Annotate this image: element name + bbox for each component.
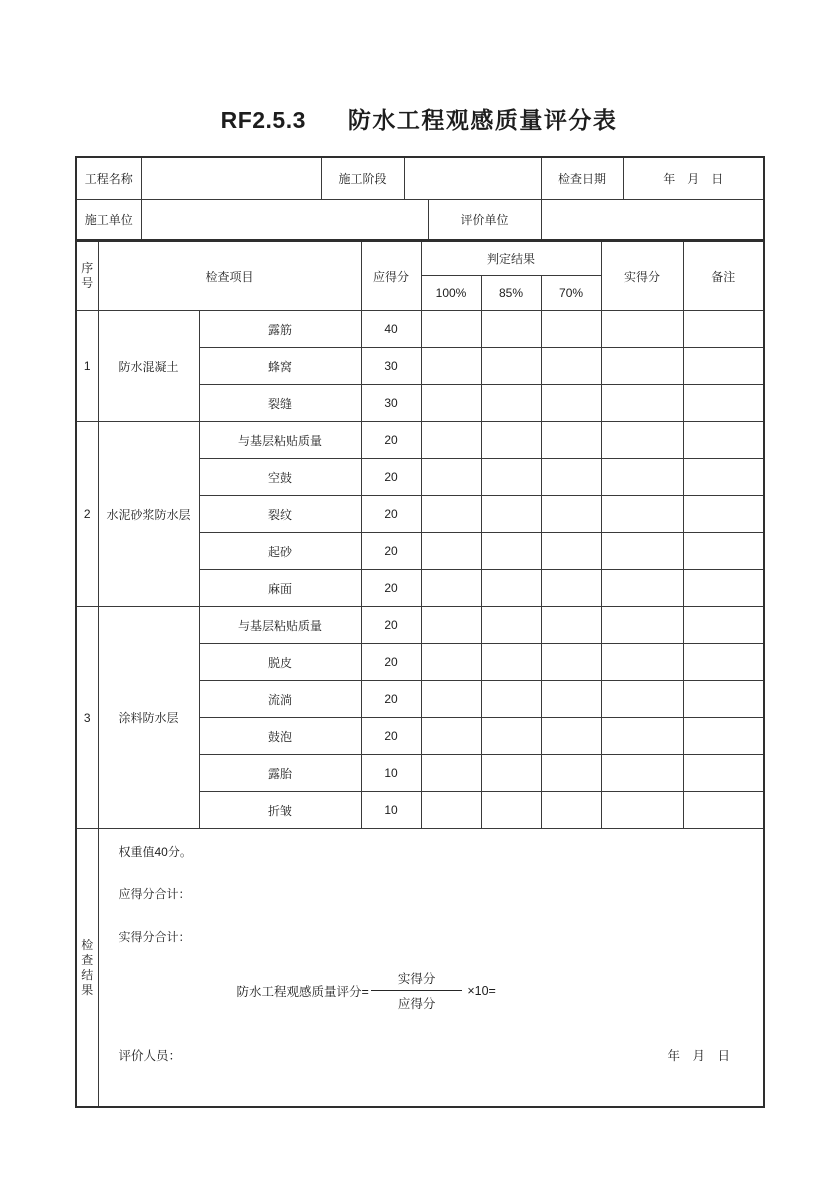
judge-100-input-cell[interactable] (421, 718, 481, 755)
info-row-1 (76, 157, 764, 200)
judge-85-input-cell[interactable] (481, 792, 541, 829)
actual-score-input-cell[interactable] (601, 348, 683, 385)
due-score-cell: 20 (361, 570, 421, 607)
item-cell: 蜂窝 (199, 348, 361, 385)
actual-score-input-cell[interactable] (601, 496, 683, 533)
item-cell: 露筋 (199, 311, 361, 348)
judge-85-input-cell[interactable] (481, 755, 541, 792)
score-formula (237, 969, 764, 1012)
due-score-cell: 10 (361, 755, 421, 792)
item-cell: 空鼓 (199, 459, 361, 496)
item-cell: 脱皮 (199, 644, 361, 681)
construction-unit-value-cell[interactable] (141, 200, 428, 241)
formula-prefix: 防水工程观感质量评分= (236, 984, 369, 999)
judge-85-input-cell[interactable] (481, 496, 541, 533)
item-cell: 露胎 (199, 755, 361, 792)
judge-70-input-cell[interactable] (541, 385, 601, 422)
category-cell: 水泥砂浆防水层 (98, 422, 199, 607)
remark-input-cell[interactable] (683, 570, 764, 607)
remark-input-cell[interactable] (683, 681, 764, 718)
actual-total-label: 实得分合计： (118, 930, 191, 944)
actual-score-input-cell[interactable] (601, 755, 683, 792)
check-result-row (76, 829, 764, 1108)
judge-70-input-cell[interactable] (541, 718, 601, 755)
judge-70-input-cell[interactable] (541, 422, 601, 459)
due-score-cell: 20 (361, 644, 421, 681)
table-row (76, 311, 764, 348)
actual-score-input-cell[interactable] (601, 459, 683, 496)
judge-85-input-cell[interactable] (481, 348, 541, 385)
actual-score-input-cell[interactable] (601, 311, 683, 348)
due-score-cell: 20 (361, 533, 421, 570)
due-score-cell: 20 (361, 681, 421, 718)
judge-100-input-cell[interactable] (421, 681, 481, 718)
remark-input-cell[interactable] (683, 496, 764, 533)
due-score-cell: 20 (361, 718, 421, 755)
judge-100-input-cell[interactable] (421, 570, 481, 607)
remark-input-cell[interactable] (683, 755, 764, 792)
evaluator-label: 评价人员： (118, 1049, 182, 1063)
judge-85-input-cell[interactable] (481, 644, 541, 681)
col-header-85: 85% (481, 276, 541, 311)
info-table (75, 156, 765, 241)
project-name-label: 工程名称 (76, 157, 141, 200)
judge-100-input-cell[interactable] (421, 755, 481, 792)
scoring-table (75, 240, 765, 1108)
actual-score-input-cell[interactable] (601, 681, 683, 718)
judge-70-input-cell[interactable] (541, 570, 601, 607)
actual-score-input-cell[interactable] (601, 607, 683, 644)
construction-unit-label: 施工单位 (76, 200, 141, 241)
category-cell: 防水混凝土 (98, 311, 199, 422)
due-total-label: 应得分合计： (118, 887, 191, 901)
due-score-cell: 30 (361, 385, 421, 422)
col-header-due-score: 应得分 (361, 241, 421, 311)
judge-100-input-cell[interactable] (421, 422, 481, 459)
check-result-content-cell[interactable] (98, 829, 764, 1108)
item-cell: 裂缝 (199, 385, 361, 422)
remark-input-cell[interactable] (683, 607, 764, 644)
judge-100-input-cell[interactable] (421, 496, 481, 533)
actual-score-input-cell[interactable] (601, 533, 683, 570)
actual-score-input-cell[interactable] (601, 385, 683, 422)
judge-70-input-cell[interactable] (541, 607, 601, 644)
formula-suffix: ×10= (467, 983, 496, 998)
judge-85-input-cell[interactable] (481, 385, 541, 422)
actual-score-input-cell[interactable] (601, 718, 683, 755)
remark-input-cell[interactable] (683, 348, 764, 385)
construction-stage-value-cell[interactable] (404, 157, 541, 200)
col-header-remark: 备注 (683, 241, 764, 311)
judge-100-input-cell[interactable] (421, 644, 481, 681)
due-score-cell: 40 (361, 311, 421, 348)
due-score-cell: 30 (361, 348, 421, 385)
formula-fraction (371, 969, 463, 1012)
col-header-judgement: 判定结果 (421, 241, 601, 276)
item-cell: 折皱 (199, 792, 361, 829)
judge-70-input-cell[interactable] (541, 348, 601, 385)
due-score-cell: 20 (361, 607, 421, 644)
formula-numerator: 实得分 (371, 969, 463, 991)
header-row-1 (76, 241, 764, 276)
seq-header-text: 序号 (81, 261, 94, 290)
form-code: RF2.5.3 (220, 107, 306, 133)
evaluation-date: 年 月 日 (667, 1049, 731, 1063)
seq-cell: 3 (76, 607, 98, 829)
info-row-2 (76, 200, 764, 241)
due-score-cell: 20 (361, 422, 421, 459)
judge-100-input-cell[interactable] (421, 607, 481, 644)
form-title-text: 防水工程观感质量评分表 (347, 107, 618, 133)
actual-score-input-cell[interactable] (601, 792, 683, 829)
remark-input-cell[interactable] (683, 718, 764, 755)
page-title (75, 0, 763, 135)
weight-value-line: 权重值40分。 (118, 845, 192, 859)
check-date-label: 检查日期 (541, 157, 623, 200)
judge-85-input-cell[interactable] (481, 570, 541, 607)
judge-70-input-cell[interactable] (541, 681, 601, 718)
judge-100-input-cell[interactable] (421, 311, 481, 348)
judge-85-input-cell[interactable] (481, 459, 541, 496)
table-row (76, 422, 764, 459)
evaluation-unit-label: 评价单位 (428, 200, 541, 241)
remark-input-cell[interactable] (683, 422, 764, 459)
category-cell: 涂料防水层 (98, 607, 199, 829)
judge-70-input-cell[interactable] (541, 755, 601, 792)
remark-input-cell[interactable] (683, 792, 764, 829)
judge-85-input-cell[interactable] (481, 718, 541, 755)
item-cell: 裂纹 (199, 496, 361, 533)
formula-denominator: 应得分 (397, 997, 436, 1011)
judge-70-input-cell[interactable] (541, 533, 601, 570)
remark-input-cell[interactable] (683, 385, 764, 422)
item-cell: 麻面 (199, 570, 361, 607)
actual-score-input-cell[interactable] (601, 570, 683, 607)
item-cell: 流淌 (199, 681, 361, 718)
judge-70-input-cell[interactable] (541, 311, 601, 348)
judge-70-input-cell[interactable] (541, 496, 601, 533)
evaluator-line (119, 1046, 764, 1064)
item-cell: 起砂 (199, 533, 361, 570)
judge-70-input-cell[interactable] (541, 459, 601, 496)
col-header-100: 100% (421, 276, 481, 311)
check-date-value-cell[interactable]: 年 月 日 (623, 157, 764, 200)
project-name-value-cell[interactable] (141, 157, 321, 200)
table-row (76, 607, 764, 644)
seq-cell: 1 (76, 311, 98, 422)
judge-100-input-cell[interactable] (421, 348, 481, 385)
due-score-cell: 10 (361, 792, 421, 829)
judge-70-input-cell[interactable] (541, 644, 601, 681)
col-header-actual-score: 实得分 (601, 241, 683, 311)
judge-100-input-cell[interactable] (421, 459, 481, 496)
evaluation-unit-value-cell[interactable] (541, 200, 764, 241)
judge-100-input-cell[interactable] (421, 533, 481, 570)
check-result-side-label: 检查结果 (81, 937, 94, 997)
construction-stage-label: 施工阶段 (321, 157, 404, 200)
item-cell: 鼓泡 (199, 718, 361, 755)
judge-85-input-cell[interactable] (481, 533, 541, 570)
actual-score-input-cell[interactable] (601, 644, 683, 681)
remark-input-cell[interactable] (683, 459, 764, 496)
judge-85-input-cell[interactable] (481, 422, 541, 459)
remark-input-cell[interactable] (683, 644, 764, 681)
col-header-check-item: 检查项目 (98, 241, 361, 311)
check-result-side-label-cell (76, 829, 98, 1108)
col-header-seq (76, 241, 98, 311)
judge-100-input-cell[interactable] (421, 385, 481, 422)
judge-85-input-cell[interactable] (481, 607, 541, 644)
due-score-cell: 20 (361, 496, 421, 533)
judge-70-input-cell[interactable] (541, 792, 601, 829)
col-header-70: 70% (541, 276, 601, 311)
seq-cell: 2 (76, 422, 98, 607)
remark-input-cell[interactable] (683, 533, 764, 570)
remark-input-cell[interactable] (683, 311, 764, 348)
judge-85-input-cell[interactable] (481, 311, 541, 348)
due-score-cell: 20 (361, 459, 421, 496)
actual-score-input-cell[interactable] (601, 422, 683, 459)
item-cell: 与基层粘贴质量 (199, 607, 361, 644)
judge-85-input-cell[interactable] (481, 681, 541, 718)
judge-100-input-cell[interactable] (421, 792, 481, 829)
item-cell: 与基层粘贴质量 (199, 422, 361, 459)
